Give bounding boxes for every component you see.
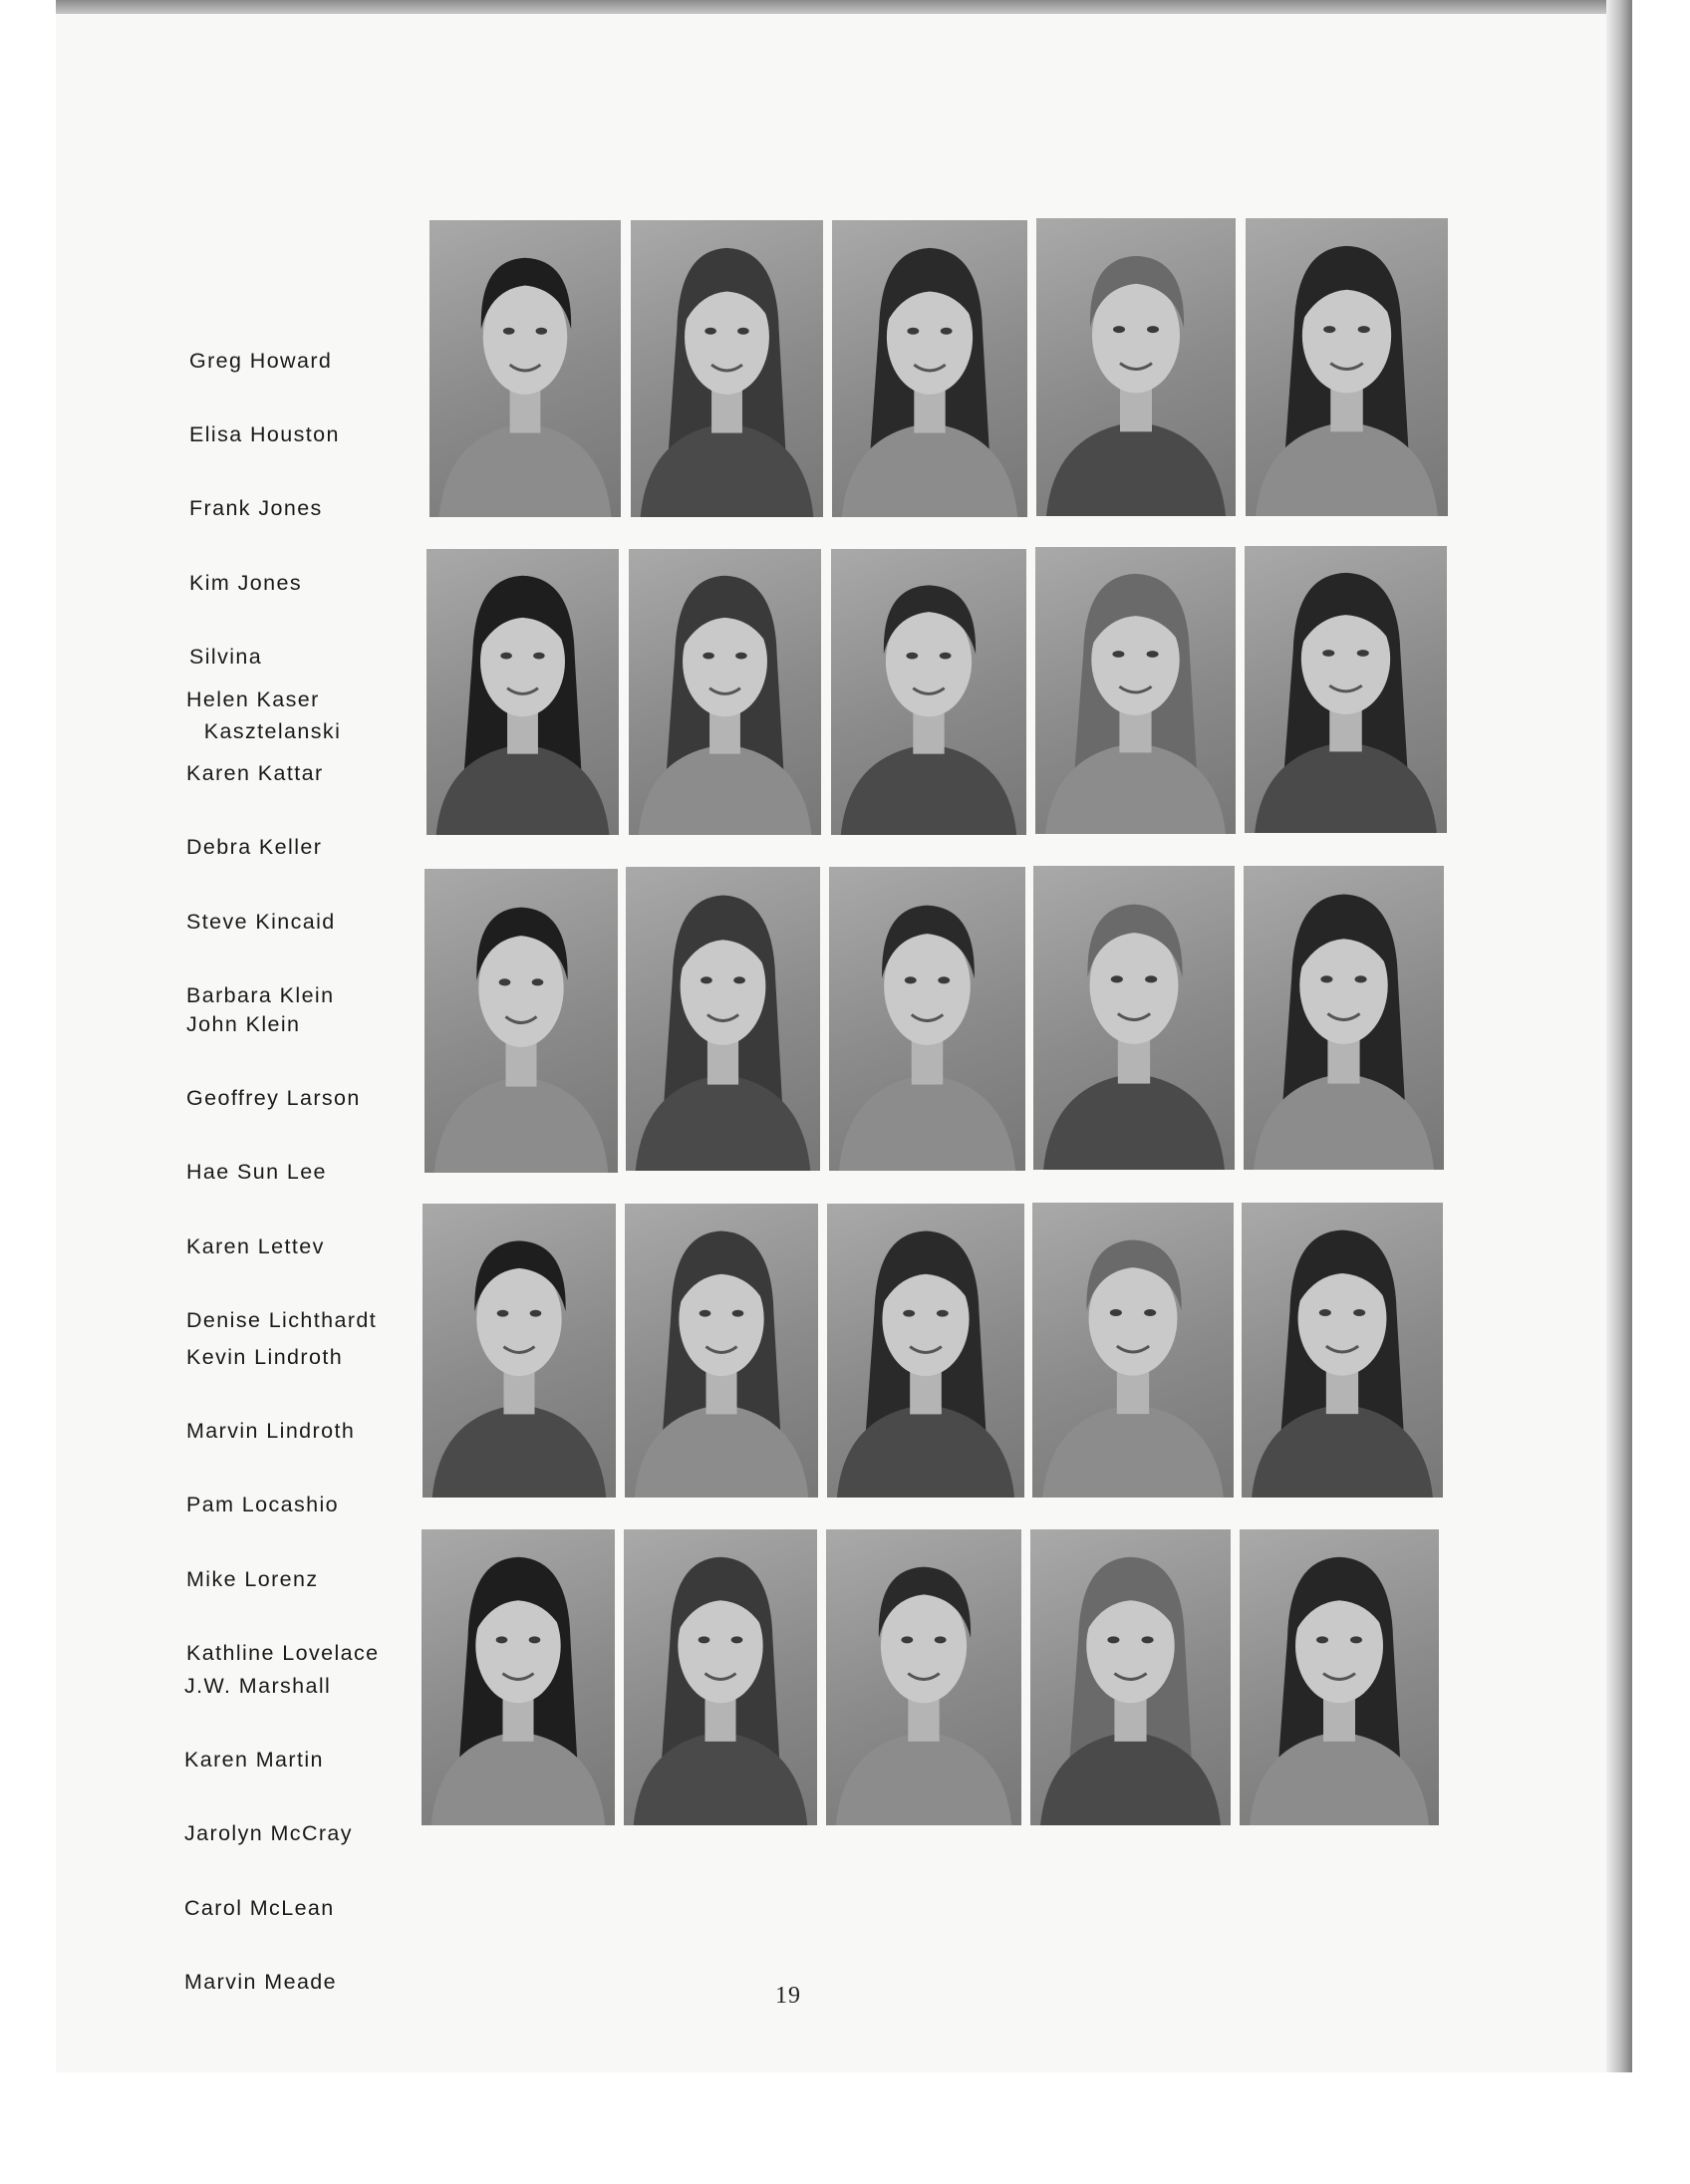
portrait-silhouette <box>624 1529 817 1825</box>
portrait-silhouette <box>826 1529 1021 1825</box>
student-name: Kathline Lovelace <box>186 1641 380 1666</box>
portrait-photo <box>624 1529 817 1825</box>
portrait-silhouette <box>625 1204 818 1498</box>
student-name: Kevin Lindroth <box>186 1344 344 1369</box>
student-name: Jarolyn McCray <box>184 1821 353 1846</box>
portrait-photo <box>1245 546 1447 833</box>
portrait-silhouette <box>424 869 618 1173</box>
student-name: Elisa Houston <box>189 421 340 446</box>
portrait-photo <box>829 867 1025 1171</box>
portrait-photo <box>827 1204 1024 1498</box>
portrait-silhouette <box>1032 1203 1234 1498</box>
student-name: Steve Kincaid <box>186 909 336 934</box>
portrait-photo <box>1032 1203 1234 1498</box>
portrait-photo <box>826 1529 1021 1825</box>
portrait-silhouette <box>1033 866 1235 1170</box>
student-name: John Klein <box>186 1011 301 1036</box>
portrait-silhouette <box>1246 218 1448 516</box>
student-name: Greg Howard <box>189 348 333 373</box>
portrait-photo <box>1033 866 1235 1170</box>
portrait-photo <box>1242 1203 1443 1498</box>
portrait-silhouette <box>631 220 823 517</box>
portrait-photo <box>424 869 618 1173</box>
portrait-silhouette <box>626 867 820 1171</box>
portrait-photo <box>631 220 823 517</box>
student-name: Frank Jones <box>189 496 323 521</box>
student-name: Hae Sun Lee <box>186 1160 327 1185</box>
student-name: Barbara Klein <box>186 983 335 1008</box>
portrait-photo <box>1246 218 1448 516</box>
portrait-silhouette <box>629 549 821 835</box>
portrait-photo <box>1030 1529 1231 1825</box>
portrait-silhouette <box>1036 218 1236 516</box>
portrait-photo <box>429 220 621 517</box>
student-name: Carol McLean <box>184 1895 335 1920</box>
portrait-silhouette <box>829 867 1025 1171</box>
scan-right-edge <box>1606 0 1632 2072</box>
student-name: Karen Lettev <box>186 1233 325 1258</box>
portrait-silhouette <box>1245 546 1447 833</box>
portrait-silhouette <box>827 1204 1024 1498</box>
student-name: J.W. Marshall <box>184 1673 332 1698</box>
portrait-photo <box>1240 1529 1439 1825</box>
portrait-silhouette <box>1240 1529 1439 1825</box>
student-name: Kim Jones <box>189 570 302 595</box>
portrait-photo <box>1244 866 1444 1170</box>
portrait-silhouette <box>426 549 619 835</box>
student-name: Marvin Lindroth <box>186 1418 356 1443</box>
student-name: Silvina <box>189 645 263 670</box>
portrait-photo <box>625 1204 818 1498</box>
page-number: 19 <box>775 1983 801 2009</box>
portrait-photo <box>422 1204 616 1498</box>
portrait-silhouette <box>422 1529 615 1825</box>
portrait-silhouette <box>831 549 1026 835</box>
student-name: Geoffrey Larson <box>186 1085 361 1110</box>
student-name: Marvin Meade <box>184 1970 338 1995</box>
portrait-photo <box>832 220 1027 517</box>
portrait-silhouette <box>1035 547 1236 834</box>
student-name: Denise Lichthardt <box>186 1308 378 1333</box>
portrait-silhouette <box>832 220 1027 517</box>
student-name: Mike Lorenz <box>186 1566 319 1591</box>
portrait-photo <box>626 867 820 1171</box>
student-name: Kasztelanski <box>189 718 342 743</box>
portrait-photo <box>422 1529 615 1825</box>
portrait-photo <box>1035 547 1236 834</box>
portrait-photo <box>629 549 821 835</box>
student-name: Helen Kaser <box>186 686 320 711</box>
portrait-photo <box>1036 218 1236 516</box>
student-name: Debra Keller <box>186 835 323 860</box>
name-list <box>184 1624 353 2045</box>
portrait-silhouette <box>1242 1203 1443 1498</box>
student-name: Pam Locashio <box>186 1493 340 1517</box>
scan-top-edge <box>56 0 1630 14</box>
student-name: Karen Kattar <box>186 760 324 785</box>
portrait-silhouette <box>429 220 621 517</box>
portrait-photo <box>831 549 1026 835</box>
portrait-silhouette <box>1244 866 1444 1170</box>
student-name: Karen Martin <box>184 1747 324 1772</box>
portrait-photo <box>426 549 619 835</box>
portrait-silhouette <box>422 1204 616 1498</box>
portrait-silhouette <box>1030 1529 1231 1825</box>
